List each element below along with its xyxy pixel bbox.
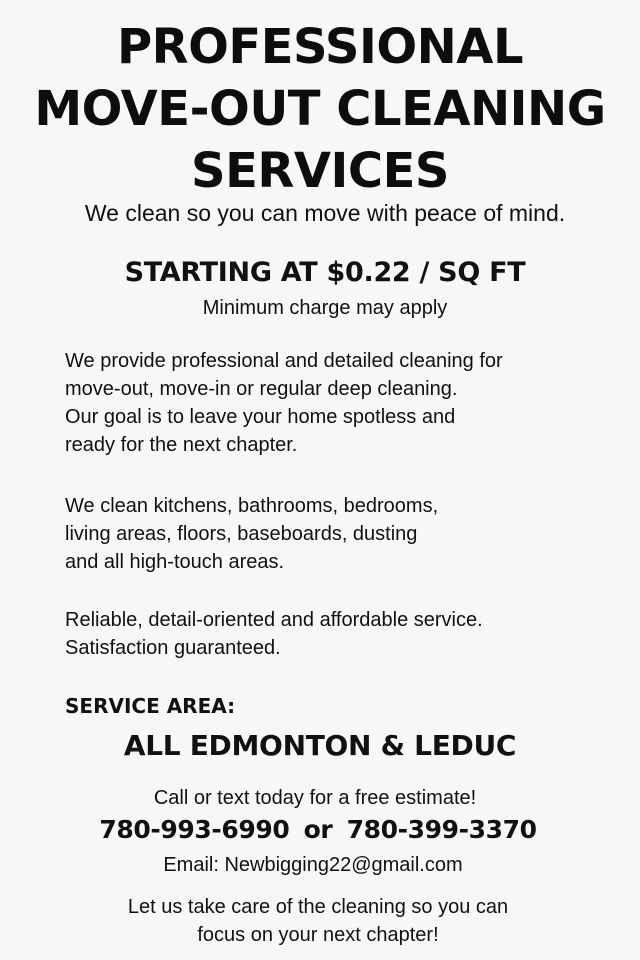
- flyer-title: [0, 16, 640, 202]
- paragraph-line: We provide professional and detailed cleaning for: [65, 350, 503, 372]
- closing-line-1: Let us take care of the cleaning so you can: [127, 896, 509, 918]
- paragraph-line: ready for the next chapter.: [65, 434, 298, 456]
- services-paragraph: [65, 492, 625, 576]
- title-line-1: PROFESSIONAL: [116, 19, 524, 75]
- price-headline: STARTING AT $0.22 / SQ FT: [124, 257, 526, 288]
- intro-paragraph: [65, 347, 625, 459]
- paragraph-line: Satisfaction guaranteed.: [65, 637, 281, 659]
- closing-line-2: focus on your next chapter!: [197, 924, 439, 946]
- closing-message: [0, 893, 636, 949]
- phone-separator: or: [303, 815, 333, 844]
- paragraph-line: move-out, move-in or regular deep cleaning.: [65, 378, 458, 400]
- guarantee-paragraph: [65, 606, 625, 662]
- paragraph-line: living areas, floors, baseboards, dusting: [65, 523, 418, 545]
- title-line-2: MOVE-OUT CLEANING: [34, 81, 606, 137]
- service-area-value: ALL EDMONTON & LEDUC: [123, 729, 517, 762]
- title-line-3: SERVICES: [191, 143, 449, 199]
- phone-number-2: 780-399-3370: [346, 815, 537, 844]
- paragraph-line: Our goal is to leave your home spotless and: [65, 406, 456, 428]
- minimum-charge-note: Minimum charge may apply: [202, 297, 448, 319]
- call-to-action: Call or text today for a free estimate!: [153, 787, 477, 809]
- service-area-label: SERVICE AREA:: [65, 694, 236, 718]
- tagline: We clean so you can move with peace of mind.: [84, 200, 566, 226]
- email-address: Email: Newbigging22@gmail.com: [163, 854, 463, 876]
- phone-numbers: [0, 813, 636, 847]
- paragraph-line: and all high-touch areas.: [65, 551, 285, 573]
- phone-number-1: 780-993-6990: [99, 815, 290, 844]
- paragraph-line: We clean kitchens, bathrooms, bedrooms,: [65, 495, 439, 517]
- paragraph-line: Reliable, detail-oriented and affordable service.: [65, 609, 483, 631]
